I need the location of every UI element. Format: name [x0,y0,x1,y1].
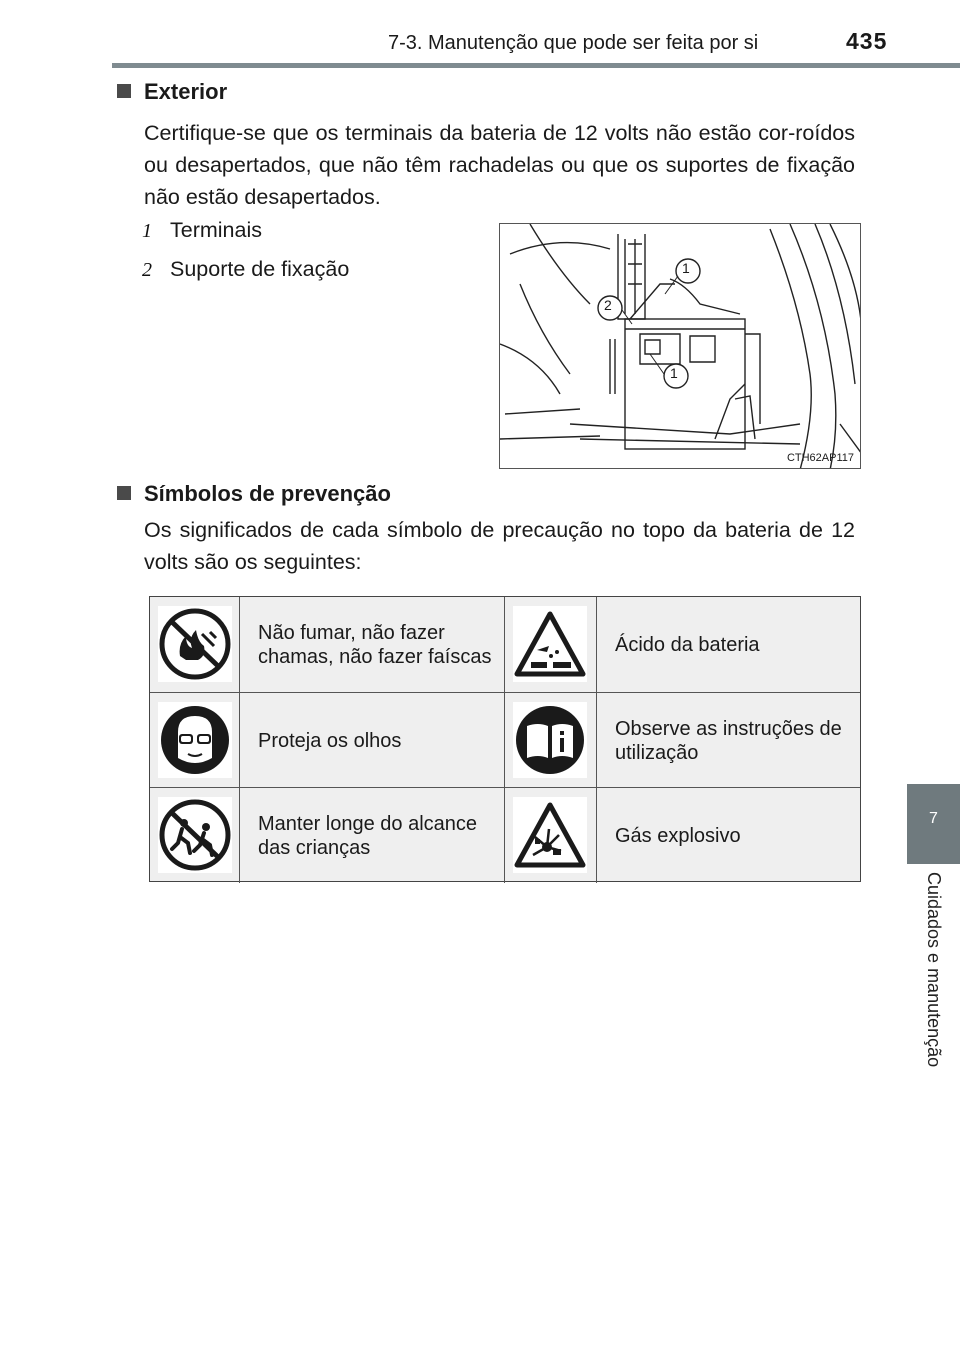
callout-1-bottom: 1 [670,365,678,381]
table-row [150,692,860,788]
keep-away-children-icon [158,797,232,873]
symbol-label-no-smoking: Não fumar, não fazer chamas, não fazer faíscas [258,621,492,668]
symbol-label-explosive-gas: Gás explosivo [615,824,741,847]
heading-simbolos: Símbolos de prevenção [144,481,391,506]
figure-code: CTH62AP117 [786,452,854,464]
table-row [150,597,860,692]
legend-label-suporte: Suporte de fixação [170,257,350,281]
symbols-table [149,596,861,882]
eye-protection-icon [158,702,232,778]
chapter-title-vertical [907,872,960,1102]
callout-1-top: 1 [682,260,690,276]
symbol-label-battery-acid: Ácido da bateria [615,633,760,656]
read-instructions-icon [513,702,587,778]
symbol-label-read-instructions: Observe as instruções de utilização [615,717,842,764]
no-smoking-flames-sparks-icon [158,606,232,682]
chapter-number: 7 [929,810,938,827]
battery-line-drawing [500,224,861,469]
symbols-paragraph: Os significados de cada símbolo de precaução no topo da bateria de 12 volts são os seguintes: [144,518,855,574]
legend-number-2: 2 [142,258,152,281]
bullet-square-icon [117,84,131,98]
explosive-gas-warning-icon [513,797,587,873]
battery-acid-warning-icon [513,606,587,682]
page-number: 435 [846,28,888,54]
section-title: 7-3. Manutenção que pode ser feita por si [388,32,759,54]
chapter-tab [907,784,960,864]
battery-illustration [499,223,861,469]
heading-exterior: Exterior [144,79,228,104]
callout-2: 2 [604,297,612,313]
chapter-title: Cuidados e manutenção [924,872,944,1068]
legend-number-1: 1 [142,219,152,242]
exterior-paragraph: Certifique-se que os terminais da bateria de 12 volts não estão cor-roídos ou desapertados, que não têm rachadelas ou que os suportes de fixação não estão desapertados. [144,121,855,209]
table-row [150,787,860,883]
symbol-label-keep-away-children: Manter longe do alcance das crianças [258,812,478,859]
header-rule [112,63,960,68]
legend-label-terminais: Terminais [170,218,262,242]
bullet-square-icon [117,486,131,500]
symbol-label-eye-protection: Proteja os olhos [258,729,402,752]
